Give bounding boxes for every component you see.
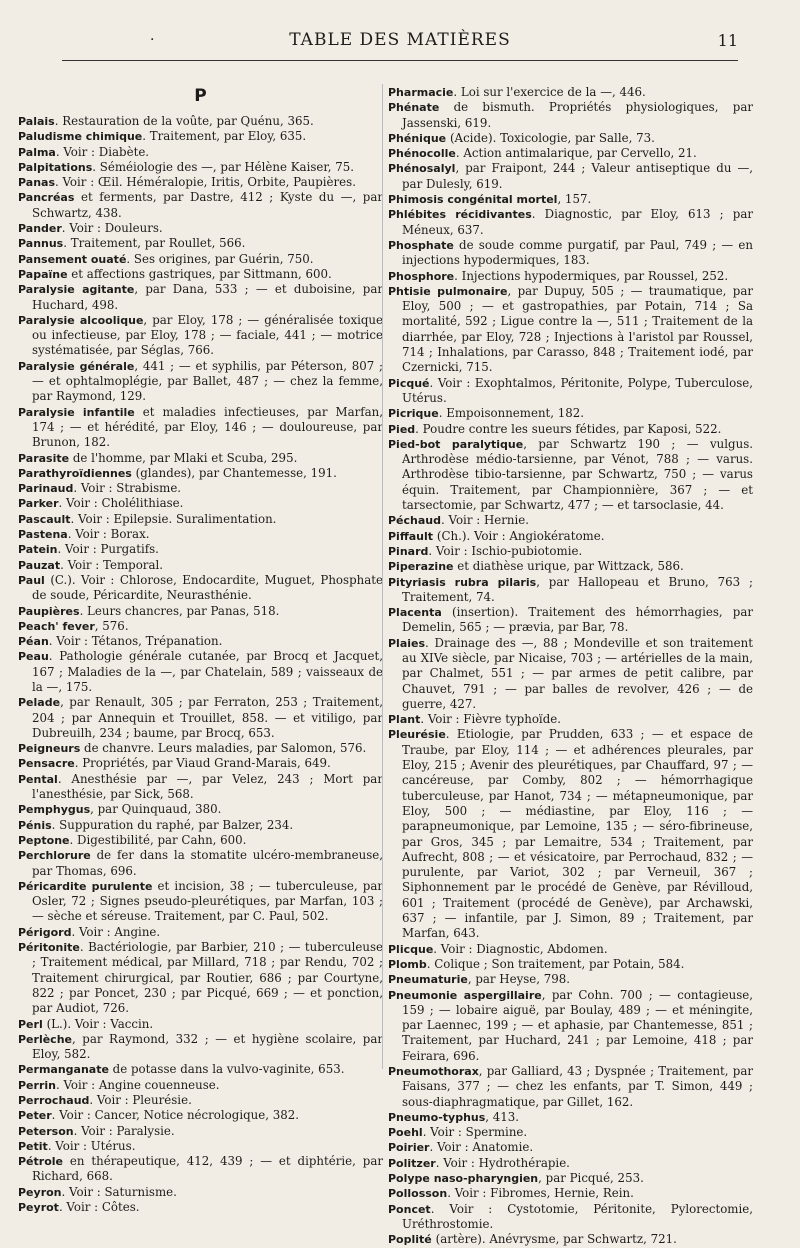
index-entry: Péricardite purulente et incision, 38 ; — tuberculeuse, par Osler, 72 ; Signes pseudo-pleurétiques, par Marfan, 103 ; — sèche et séreuse. Traitement, par C. Paul, 502.: [18, 878, 384, 924]
index-entry: Pauzat. Voir : Temporal.: [18, 557, 164, 572]
index-entry: Perrin. Voir : Angine couenneuse.: [18, 1077, 220, 1092]
index-entry: Pénis. Suppuration du raphé, par Balzer, 234.: [18, 817, 294, 832]
index-entry: Phénate de bismuth. Propriétés physiologiques, par Jassenski, 619.: [388, 100, 753, 130]
section-letter: P: [194, 86, 207, 106]
index-entry: Péchaud. Voir : Hernie.: [388, 513, 529, 528]
index-entry: Paralysie générale, 441 ; — et syphilis, par Péterson, 807 ; — et ophtalmoplégie, par Ballet, 487 ; — chez la femme, par Raymond, 129.: [18, 358, 384, 404]
index-entry: Pneumo-typhus, 413.: [388, 1109, 520, 1124]
index-entry: Picqué. Voir : Exophtalmos, Péritonite, Polype, Tuberculose, Utérus.: [388, 375, 753, 405]
index-entry: Pétrole en thérapeutique, 412, 439 ; — et diphtérie, par Richard, 668.: [18, 1154, 383, 1184]
index-entry: Plaies. Drainage des —, 88 ; Mondeville et son traitement au XIVe siècle, par Nicaise, 703 ; — artérielles de la main, par Chalmet, 551 ; — par armes de petit calibre, par Chauvet, 791 ; — par balles de revolver, 426 ; — de guerre, 427.: [388, 635, 753, 711]
index-entry: Pityriasis rubra pilaris, par Hallopeau et Bruno, 763 ; Traitement, 74.: [388, 574, 753, 604]
index-entry: Phosphore. Injections hypodermiques, par Roussel, 252.: [388, 268, 729, 283]
index-entry: Peigneurs de chanvre. Leurs maladies, par Salomon, 576.: [18, 741, 367, 756]
index-entry: Perl (L.). Voir : Vaccin.: [18, 1016, 154, 1031]
index-entry: Péan. Voir : Tétanos, Trépanation.: [18, 634, 223, 649]
right-column: [388, 85, 753, 1248]
index-entry: Pneumaturie, par Heyse, 798.: [388, 972, 571, 987]
index-entry: Peyron. Voir : Saturnisme.: [18, 1184, 177, 1199]
index-entry: Phtisie pulmonaire, par Dupuy, 505 ; — traumatique, par Eloy, 500 ; — et gastropathies, par Potain, 714 ; Sa mortalité, 592 ; Ligue contre la —, 511 ; Traitement de la diarrhée, par Eloy, 728 ; Injections à l'aristol par Roussel, 714 ; Inhalations, par Carasso, 848 ; Traitement iodé, par Czernicki, 715.: [388, 283, 753, 375]
index-entry: Poncet. Voir : Cystotomie, Péritonite, Pylorectomie, Uréthrostomie.: [388, 1201, 753, 1231]
index-entry: Pharmacie. Loi sur l'exercice de la —, 446.: [388, 85, 646, 99]
index-entry: Perchlorure de fer dans la stomatite ulcéro-membraneuse, par Thomas, 696.: [18, 848, 383, 878]
right-entry-list: [388, 85, 753, 1248]
page-title: TABLE DES MATIÈRES: [289, 30, 511, 50]
index-entry: Politzer. Voir : Hydrothérapie.: [388, 1155, 570, 1170]
index-entry: Parasite de l'homme, par Mlaki et Scuba, 295.: [18, 450, 298, 465]
index-entry: Pensacre. Propriétés, par Viaud Grand-Marais, 649.: [18, 756, 331, 771]
index-entry: Paralysie alcoolique, par Eloy, 178 ; — généralisée toxique ou infectieuse, par Eloy, 178 ; — faciale, 441 ; — motrice systématisée, par Séglas, 766.: [18, 312, 383, 358]
index-entry: Paralysie infantile et maladies infectieuses, par Marfan, 174 ; — et hérédité, par Eloy, 146 ; — douloureuse, par Brunon, 182.: [18, 404, 383, 450]
index-entry: Peptone. Digestibilité, par Cahn, 600.: [18, 832, 247, 847]
index-entry: Palma. Voir : Diabète.: [18, 144, 150, 159]
index-entry: Pollosson. Voir : Fibromes, Hernie, Rein.: [388, 1186, 634, 1201]
index-entry: Parker. Voir : Cholélithiase.: [18, 496, 184, 511]
index-entry: Paludisme chimique. Traitement, par Eloy, 635.: [18, 129, 307, 144]
index-entry: Perlèche, par Raymond, 332 ; — et hygiène scolaire, par Eloy, 582.: [18, 1031, 383, 1062]
left-entry-list: [18, 114, 383, 1215]
index-entry: Phénocolle. Action antimalarique, par Cervello, 21.: [388, 146, 697, 161]
index-entry: Piperazine et diathèse urique, par Wittzack, 586.: [388, 559, 684, 574]
index-entry: Pelade, par Renault, 305 ; par Ferraton, 253 ; Traitement, 204 ; par Annequin et Trouillet, 858. — et vitiligo, par Dubreuilh, 234 ; baume, par Brocq, 653.: [18, 695, 383, 740]
index-entry: Pascault. Voir : Epilepsie. Suralimentation.: [18, 511, 277, 526]
index-entry: Pied-bot paralytique, par Schwartz 190 ; — vulgus. Arthrodèse médio-tarsienne, par Vénot, 788 ; — varus. Arthrodèse tibio-tarsienne, par Schwartz, 750 ; — varus équin. Traitement, par Championnière, 367 ; — et tarsectomie, par Schwartz, 477 ; — et tarsoclasie, 44.: [388, 436, 753, 513]
index-entry: Papaïne et affections gastriques, par Sittmann, 600.: [18, 266, 332, 281]
index-entry: Peterson. Voir : Paralysie.: [18, 1123, 175, 1138]
index-entry: Peach' fever, 576.: [18, 618, 129, 633]
index-entry: Phlébites récidivantes. Diagnostic, par Eloy, 613 ; par Méneux, 637.: [388, 207, 753, 237]
index-entry: Panas. Voir : Œil. Héméralopie, Iritis, Orbite, Paupières.: [18, 175, 356, 190]
column-divider: [382, 84, 383, 1069]
index-entry: Pinard. Voir : Ischio-pubiotomie.: [388, 543, 583, 558]
index-entry: Pneumothorax, par Galliard, 43 ; Dyspnée ; Traitement, par Faisans, 377 ; — chez les enfants, par T. Simon, 449 ; sous-diaphragmatique, par Gillet, 162.: [388, 1064, 753, 1109]
index-entry: Palpitations. Séméiologie des —, par Hélène Kaiser, 75.: [18, 159, 355, 174]
index-entry: Poehl. Voir : Spermine.: [388, 1125, 528, 1140]
index-entry: Pander. Voir : Douleurs.: [18, 221, 163, 236]
index-entry: Peter. Voir : Cancer, Notice nécrologique, 382.: [18, 1108, 299, 1123]
index-entry: Phimosis congénital mortel, 157.: [388, 192, 592, 207]
index-entry: Poirier. Voir : Anatomie.: [388, 1140, 534, 1155]
index-entry: Périgord. Voir : Angine.: [18, 924, 161, 939]
index-entry: Paupières. Leurs chancres, par Panas, 518.: [18, 603, 280, 618]
index-entry: Piffault (Ch.). Voir : Angiokératome.: [388, 528, 605, 543]
running-header: [0, 30, 800, 54]
index-entry: Parinaud. Voir : Strabisme.: [18, 481, 182, 496]
index-entry: Plomb. Colique ; Son traitement, par Potain, 584.: [388, 956, 685, 971]
index-entry: Patein. Voir : Purgatifs.: [18, 542, 159, 557]
index-entry: Petit. Voir : Utérus.: [18, 1138, 136, 1153]
index-entry: Placenta (insertion). Traitement des hémorrhagies, par Demelin, 565 ; — prævia, par Bar, 78.: [388, 605, 754, 635]
index-entry: Pancréas et ferments, par Dastre, 412 ; Kyste du —, par Schwartz, 438.: [18, 190, 383, 220]
index-entry: Pastena. Voir : Borax.: [18, 527, 150, 542]
index-entry: Palais. Restauration de la voûte, par Quénu, 365.: [18, 114, 314, 128]
index-entry: Parathyroïdiennes (glandes), par Chantemesse, 191.: [18, 465, 337, 480]
index-entry: Perrochaud. Voir : Pleurésie.: [18, 1093, 192, 1107]
header-ornament: ·: [150, 32, 155, 48]
index-entry: Pental. Anesthésie par —, par Velez, 243 ; Mort par l'anesthésie, par Sick, 568.: [18, 771, 383, 802]
index-entry: Paul (C.). Voir : Chlorose, Endocardite, Muguet, Phosphate de soude, Péricardite, Neurasthénie.: [18, 572, 383, 603]
index-entry: Phosphate de soude comme purgatif, par Paul, 749 ; — en injections hypodermiques, 183.: [388, 237, 753, 268]
index-entry: Plant. Voir : Fièvre typhoïde.: [388, 712, 561, 727]
index-entry: Pemphygus, par Quinquaud, 380.: [18, 802, 222, 817]
index-entry: Pied. Poudre contre les sueurs fétides, par Kaposi, 522.: [388, 421, 722, 436]
index-entry: Permanganate de potasse dans la vulvo-vaginite, 653.: [18, 1062, 345, 1077]
index-entry: Plicque. Voir : Diagnostic, Abdomen.: [388, 941, 608, 956]
index-entry: Peyrot. Voir : Côtes.: [18, 1200, 140, 1215]
index-entry: Pneumonie aspergillaire, par Cohn. 700 ; — contagieuse, 159 ; — lobaire aiguë, par Boulay, 489 ; — et méningite, par Laennec, 199 ; — et aphasie, par Chantemesse, 851 ; Traitement, par Huchard, 241 ; par Lemoine, 418 ; par Feirara, 696.: [388, 987, 753, 1063]
index-entry: Poplité (artère). Anévrysme, par Schwartz, 721.: [388, 1232, 677, 1247]
index-entry: Pleurésie. Etiologie, par Prudden, 633 ; — et espace de Traube, par Eloy, 114 ; — et adhérences pleurales, par Eloy, 215 ; Avenir des pleurétiques, par Chauffard, 97 ; — cancéreuse, par Comby, 802 ; — hémorrhagique tuberculeuse, par Hanot, 734 ; — métapneumonique, par Eloy, 500 ; — médiastine, par Eloy, 116 ; — parapneumonique, par Lemoine, 135 ; — séro-fibrineuse, par Gros, 345 ; par Lemaitre, 534 ; Traitement, par Aufrecht, 808 ; — et vésicatoire, par Perrochaud, 832 ; — purulente, par Variot, 302 ; par Verneuil, 367 ; Siphonnement par le procédé de Genève, par Révilloud, 601 ; Traitement (procédé de Genève), par Archawski, 637 ; — infantile, par J. Simon, 89 ; Traitement, par Marfan, 643.: [388, 727, 753, 941]
left-column: [18, 80, 383, 1215]
index-entry: Pansement ouaté. Ses origines, par Guérin, 750.: [18, 251, 314, 266]
index-entry: Phénique (Acide). Toxicologie, par Salle, 73.: [388, 130, 655, 145]
index-entry: Picrique. Empoisonnement, 182.: [388, 406, 585, 421]
index-entry: Péritonite. Bactériologie, par Barbier, 210 ; — tuberculeuse ; Traitement médical, par Millard, 718 ; par Rendu, 702 ; Traitement chirurgical, par Routier, 686 ; par Courtyne, 822 ; par Poncet, 230 ; par Picqué, 669 ; — et ponction, par Audiot, 726.: [18, 940, 383, 1016]
index-entry: Phénosalyl, par Fraipont, 244 ; Valeur antiseptique du —, par Dulesly, 619.: [388, 161, 753, 191]
index-entry: Peau. Pathologie générale cutanée, par Brocq et Jacquet, 167 ; Maladies de la —, par Chatelain, 589 ; vaisseaux de la —, 175.: [18, 649, 383, 694]
index-entry: Paralysie agitante, par Dana, 533 ; — et duboisine, par Huchard, 498.: [18, 282, 384, 312]
header-rule: [62, 60, 738, 61]
page-number: 11: [717, 31, 738, 50]
index-entry: Polype naso-pharyngien, par Picqué, 253.: [388, 1171, 644, 1186]
index-entry: Pannus. Traitement, par Roullet, 566.: [18, 236, 246, 251]
